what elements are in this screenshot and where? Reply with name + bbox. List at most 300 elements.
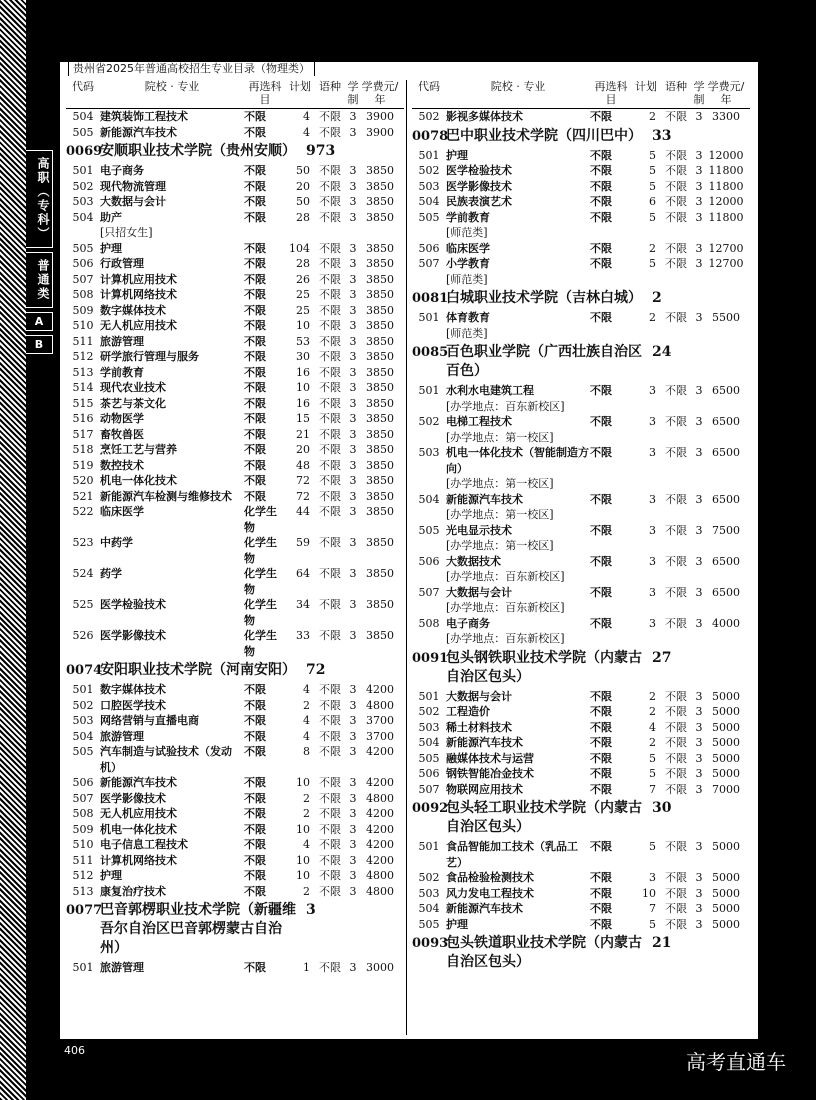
row-years: 3 <box>349 443 357 456</box>
table-row <box>66 822 404 838</box>
school-plan: 973 <box>306 143 336 159</box>
row-years: 3 <box>349 396 357 410</box>
school-name: 巴中职业技术学院（四川巴中） <box>446 127 642 144</box>
row-language: 不限 <box>319 822 341 836</box>
row-years: 3 <box>695 492 703 506</box>
row-plan: 72 <box>296 474 310 487</box>
row-years: 3 <box>349 474 357 487</box>
row-fee: 4200 <box>366 683 394 696</box>
row-years: 3 <box>695 164 703 177</box>
row-plan: 2 <box>303 698 310 712</box>
row-subject: 不限 <box>244 303 266 317</box>
table-row <box>66 791 404 807</box>
row-language: 不限 <box>665 492 687 506</box>
row-subject: 不限 <box>590 689 612 703</box>
row-code: 502 <box>418 110 440 123</box>
row-code: 505 <box>72 745 94 758</box>
row-language: 不限 <box>319 257 341 270</box>
row-major-name: 新能源汽车检测与维修技术 <box>100 489 232 503</box>
row-plan: 5 <box>649 164 656 177</box>
row-subject: 不限 <box>244 396 266 410</box>
row-code: 501 <box>418 311 440 324</box>
row-years: 3 <box>349 365 357 379</box>
row-major-name: 研学旅行管理与服务 <box>100 350 199 363</box>
row-years: 3 <box>349 822 357 836</box>
row-code: 504 <box>72 210 94 224</box>
row-major-name: 电子商务 <box>446 616 490 630</box>
row-major-name: 学前教育 <box>100 365 144 379</box>
row-major-name: 计算机应用技术 <box>100 272 177 286</box>
row-language: 不限 <box>319 714 341 727</box>
tab-b[interactable]: B <box>26 335 53 354</box>
row-plan: 3 <box>649 384 656 397</box>
row-plan: 3 <box>649 871 656 884</box>
row-fee: 6500 <box>712 554 740 568</box>
table-row <box>66 303 404 319</box>
row-subject: 不限 <box>244 179 266 193</box>
row-subject: 不限 <box>590 554 612 568</box>
row-code: 520 <box>72 474 94 487</box>
school-heading <box>412 289 750 308</box>
row-years: 3 <box>695 689 703 703</box>
row-major-name: 水利水电建筑工程 <box>446 384 534 397</box>
table-row <box>66 125 404 141</box>
row-major-name: 康复治疗技术 <box>100 884 166 898</box>
row-language: 不限 <box>319 683 341 696</box>
row-years: 3 <box>349 745 357 758</box>
row-major-name: 数字媒体技术 <box>100 683 166 696</box>
row-major-name: 医学检验技术 <box>446 164 512 177</box>
row-language: 不限 <box>665 554 687 568</box>
row-years: 3 <box>349 334 357 348</box>
row-language: 不限 <box>665 705 687 718</box>
row-language: 不限 <box>319 807 341 820</box>
row-subject: 不限 <box>590 751 612 765</box>
row-major-name: 大数据与会计 <box>100 195 166 208</box>
header-subject: 再选科目 <box>248 80 282 106</box>
tab-vocational[interactable]: 高职（专科） <box>26 150 53 248</box>
row-fee: 4200 <box>366 776 394 789</box>
row-subject: 不限 <box>244 474 266 487</box>
row-fee: 3850 <box>366 350 394 363</box>
school-code: 0077 <box>66 903 103 918</box>
row-plan: 4 <box>303 714 310 727</box>
row-major-name: 临床医学 <box>100 505 144 518</box>
row-subject: 不限 <box>244 319 266 332</box>
row-code: 526 <box>72 629 94 642</box>
table-row <box>66 334 404 350</box>
row-fee: 3850 <box>366 458 394 472</box>
row-code: 503 <box>418 720 440 734</box>
row-years: 3 <box>349 412 357 425</box>
row-years: 3 <box>349 776 357 789</box>
row-code: 519 <box>72 458 94 472</box>
row-fee: 4200 <box>366 822 394 836</box>
row-plan: 3 <box>649 616 656 630</box>
row-subject: 不限 <box>590 241 612 255</box>
row-years: 3 <box>695 446 703 459</box>
school-heading <box>412 649 750 687</box>
row-years: 3 <box>349 838 357 851</box>
row-major-name: 电梯工程技术 <box>446 415 512 428</box>
row-subject: 不限 <box>244 164 266 177</box>
row-fee: 3850 <box>366 412 394 425</box>
table-row <box>412 766 750 782</box>
row-major-name: 药学 <box>100 567 122 580</box>
row-code: 503 <box>72 195 94 208</box>
row-language: 不限 <box>319 838 341 851</box>
row-plan: 26 <box>296 272 310 286</box>
row-years: 3 <box>695 179 703 193</box>
table-row <box>412 735 750 751</box>
row-fee: 3850 <box>366 443 394 456</box>
row-subject: 不限 <box>244 110 266 123</box>
row-code: 512 <box>72 869 94 882</box>
row-years: 3 <box>695 257 703 270</box>
row-fee: 5000 <box>712 886 740 900</box>
row-language: 不限 <box>319 303 341 317</box>
row-subject: 化学生物 <box>244 505 277 534</box>
row-language: 不限 <box>319 125 341 139</box>
row-plan: 2 <box>649 311 656 324</box>
left-rows <box>66 109 404 976</box>
row-code: 502 <box>418 164 440 177</box>
row-subject: 不限 <box>590 195 612 208</box>
row-plan: 44 <box>296 505 310 518</box>
row-major-name: 光电显示技术 <box>446 523 512 537</box>
row-subject: 不限 <box>590 917 612 931</box>
row-plan: 1 <box>303 961 310 974</box>
row-fee: 3700 <box>366 714 394 727</box>
row-plan: 48 <box>296 458 310 472</box>
row-fee: 3850 <box>366 365 394 379</box>
row-subject: 不限 <box>590 767 612 780</box>
table-row <box>66 194 404 210</box>
table-row <box>66 806 404 822</box>
table-row <box>412 616 750 632</box>
table-row <box>412 886 750 902</box>
school-heading <box>66 661 404 680</box>
row-language: 不限 <box>319 791 341 805</box>
row-plan: 28 <box>296 257 310 270</box>
row-fee: 12000 <box>708 148 744 162</box>
school-plan: 33 <box>652 127 672 144</box>
row-language: 不限 <box>665 902 687 915</box>
table-row <box>66 698 404 714</box>
table-row <box>66 628 404 659</box>
row-language: 不限 <box>319 179 341 193</box>
row-language: 不限 <box>319 443 341 456</box>
row-code: 502 <box>418 415 440 428</box>
header-years: 学制 <box>693 80 705 106</box>
row-subject: 不限 <box>244 334 266 348</box>
row-note: [办学地点：百东新校区] <box>446 399 565 413</box>
row-code: 507 <box>418 782 440 796</box>
row-years: 3 <box>349 629 357 642</box>
row-fee: 5000 <box>712 705 740 718</box>
row-code: 505 <box>72 241 94 255</box>
school-plan: 24 <box>652 344 672 360</box>
header-fee: 学费元/年 <box>361 80 399 106</box>
row-plan: 8 <box>303 745 310 758</box>
row-subject: 不限 <box>244 210 266 224</box>
row-subject: 化学生物 <box>244 567 277 596</box>
row-note: [师范类] <box>446 272 488 286</box>
header-code: 代码 <box>72 80 94 93</box>
row-code: 506 <box>418 767 440 780</box>
row-subject: 不限 <box>244 776 266 789</box>
school-plan: 72 <box>306 662 326 678</box>
row-plan: 7 <box>649 902 656 915</box>
row-major-name: 机电一体化技术 <box>100 822 177 836</box>
page-number: 406 <box>64 1044 85 1057</box>
table-row <box>412 383 750 399</box>
row-plan: 3 <box>649 415 656 428</box>
table-row <box>66 489 404 505</box>
row-code: 517 <box>72 427 94 441</box>
row-language: 不限 <box>665 384 687 397</box>
row-code: 501 <box>418 689 440 703</box>
row-major-name: 助产 <box>100 210 122 224</box>
row-major-name: 旅游管理 <box>100 729 144 743</box>
table-row <box>66 318 404 334</box>
table-row <box>412 782 750 798</box>
row-major-name: 计算机网络技术 <box>100 853 177 867</box>
row-language: 不限 <box>319 319 341 332</box>
row-language: 不限 <box>319 884 341 898</box>
row-code: 507 <box>72 791 94 805</box>
row-years: 3 <box>349 288 357 301</box>
row-note: [师范类] <box>446 326 488 340</box>
row-code: 511 <box>72 334 94 348</box>
table-row <box>412 585 750 601</box>
table-row <box>66 442 404 458</box>
row-subject: 不限 <box>590 523 612 537</box>
row-major-name: 旅游管理 <box>100 961 144 974</box>
row-years: 3 <box>695 767 703 780</box>
row-years: 3 <box>349 125 357 139</box>
row-code: 506 <box>418 241 440 255</box>
row-language: 不限 <box>319 412 341 425</box>
row-years: 3 <box>695 720 703 734</box>
row-fee: 3850 <box>366 629 394 642</box>
row-subject: 不限 <box>590 616 612 630</box>
row-code: 501 <box>418 840 440 853</box>
table-row <box>412 689 750 705</box>
row-language: 不限 <box>665 164 687 177</box>
row-language: 不限 <box>319 853 341 867</box>
row-fee: 5000 <box>712 871 740 884</box>
row-years: 3 <box>695 554 703 568</box>
table-row <box>66 960 404 976</box>
tab-a[interactable]: A <box>26 312 53 331</box>
table-row <box>66 396 404 412</box>
row-code: 504 <box>418 736 440 749</box>
row-plan: 10 <box>296 776 310 789</box>
table-row <box>66 729 404 745</box>
row-subject: 不限 <box>244 288 266 301</box>
table-row <box>66 380 404 396</box>
row-fee: 5000 <box>712 751 740 765</box>
row-plan: 2 <box>303 884 310 898</box>
row-major-name: 融媒体技术与运营 <box>446 751 534 765</box>
header-fee: 学费元/年 <box>707 80 745 106</box>
row-note: [办学地点：第一校区] <box>446 430 554 444</box>
row-code: 505 <box>418 210 440 224</box>
row-code: 501 <box>418 384 440 397</box>
row-years: 3 <box>695 871 703 884</box>
row-language: 不限 <box>665 446 687 459</box>
row-fee: 12700 <box>708 257 744 270</box>
row-years: 3 <box>349 807 357 820</box>
row-years: 3 <box>695 886 703 900</box>
row-code: 509 <box>72 303 94 317</box>
row-code: 511 <box>72 853 94 867</box>
row-language: 不限 <box>665 195 687 208</box>
row-major-name: 中药学 <box>100 536 133 549</box>
school-code: 0093 <box>412 936 449 951</box>
table-row <box>412 414 750 430</box>
row-subject: 不限 <box>244 365 266 379</box>
row-language: 不限 <box>665 689 687 703</box>
table-row <box>66 473 404 489</box>
row-language: 不限 <box>665 110 687 123</box>
row-plan: 2 <box>649 110 656 123</box>
row-major-name: 体育教育 <box>446 311 490 324</box>
table-row <box>412 704 750 720</box>
row-plan: 3 <box>649 446 656 459</box>
row-code: 506 <box>418 554 440 568</box>
row-subject: 不限 <box>590 110 612 123</box>
row-subject: 不限 <box>590 210 612 224</box>
row-major-name: 电子商务 <box>100 164 144 177</box>
row-years: 3 <box>695 736 703 749</box>
row-code: 513 <box>72 884 94 898</box>
row-fee: 4800 <box>366 698 394 712</box>
row-code: 509 <box>72 822 94 836</box>
row-subject: 不限 <box>244 838 266 851</box>
row-plan: 6 <box>649 195 656 208</box>
row-subject: 不限 <box>244 698 266 712</box>
row-major-name: 医学检验技术 <box>100 598 166 611</box>
row-fee: 3850 <box>366 210 394 224</box>
row-major-name: 大数据与会计 <box>446 585 512 599</box>
table-row <box>66 884 404 900</box>
school-plan: 27 <box>652 649 672 666</box>
school-name: 安阳职业技术学院（河南安阳） <box>100 662 296 678</box>
row-years: 3 <box>695 840 703 853</box>
right-column-header <box>412 80 750 109</box>
row-subject: 不限 <box>590 585 612 599</box>
side-tabs <box>26 150 54 358</box>
school-code: 0078 <box>412 128 449 144</box>
row-language: 不限 <box>319 961 341 974</box>
row-subject: 化学生物 <box>244 536 277 565</box>
row-fee: 7500 <box>712 523 740 537</box>
row-major-name: 临床医学 <box>446 241 490 255</box>
row-code: 504 <box>418 492 440 506</box>
row-note: [办学地点：百东新校区] <box>446 570 565 583</box>
table-row <box>66 853 404 869</box>
row-plan: 2 <box>303 791 310 805</box>
row-subject: 不限 <box>244 489 266 503</box>
row-subject: 不限 <box>244 961 266 974</box>
row-plan: 28 <box>296 210 310 224</box>
right-column <box>412 80 750 974</box>
row-years: 3 <box>349 272 357 286</box>
row-code: 503 <box>418 179 440 193</box>
row-language: 不限 <box>319 210 341 224</box>
table-row <box>66 744 404 775</box>
row-note: [师范类] <box>446 226 488 239</box>
row-language: 不限 <box>319 396 341 410</box>
row-code: 506 <box>72 776 94 789</box>
table-row <box>412 445 750 476</box>
row-years: 3 <box>349 505 357 518</box>
row-language: 不限 <box>665 210 687 224</box>
row-major-name: 大数据技术 <box>446 554 501 568</box>
table-row <box>412 720 750 736</box>
school-heading <box>412 127 750 146</box>
row-code: 522 <box>72 505 94 518</box>
row-language: 不限 <box>319 381 341 394</box>
row-major-name: 大数据与会计 <box>446 689 512 703</box>
row-subject: 不限 <box>590 782 612 796</box>
row-subject: 不限 <box>590 257 612 270</box>
row-fee: 6500 <box>712 492 740 506</box>
row-fee: 3850 <box>366 489 394 503</box>
table-row <box>66 566 404 597</box>
header-language: 语种 <box>665 80 687 93</box>
row-note: [办学地点：第一校区] <box>446 539 554 552</box>
row-plan: 2 <box>649 689 656 703</box>
row-fee: 3850 <box>366 288 394 301</box>
row-plan: 4 <box>303 838 310 851</box>
row-fee: 5000 <box>712 736 740 749</box>
table-row <box>66 287 404 303</box>
row-subject: 不限 <box>590 179 612 193</box>
row-code: 504 <box>418 902 440 915</box>
school-heading <box>66 142 404 161</box>
row-major-name: 影视多媒体技术 <box>446 110 523 123</box>
row-language: 不限 <box>319 729 341 743</box>
row-subject: 不限 <box>244 822 266 836</box>
row-code: 510 <box>72 319 94 332</box>
row-plan: 53 <box>296 334 310 348</box>
row-code: 507 <box>418 257 440 270</box>
row-fee: 6500 <box>712 585 740 599</box>
row-code: 501 <box>72 683 94 696</box>
row-plan: 25 <box>296 288 310 301</box>
header-name: 院校 · 专业 <box>144 80 200 93</box>
row-subject: 不限 <box>590 736 612 749</box>
row-years: 3 <box>349 853 357 867</box>
tab-general[interactable]: 普通类 <box>26 252 53 308</box>
row-subject: 不限 <box>590 840 612 853</box>
row-years: 3 <box>695 241 703 255</box>
row-fee: 4800 <box>366 884 394 898</box>
side-pattern-strip <box>0 0 26 1100</box>
row-fee: 3850 <box>366 303 394 317</box>
row-subject: 不限 <box>590 902 612 915</box>
row-plan: 3 <box>649 492 656 506</box>
row-fee: 6500 <box>712 384 740 397</box>
row-language: 不限 <box>665 585 687 599</box>
row-language: 不限 <box>665 311 687 324</box>
row-fee: 3850 <box>366 164 394 177</box>
header-plan: 计划 <box>289 80 311 93</box>
row-years: 3 <box>695 523 703 537</box>
